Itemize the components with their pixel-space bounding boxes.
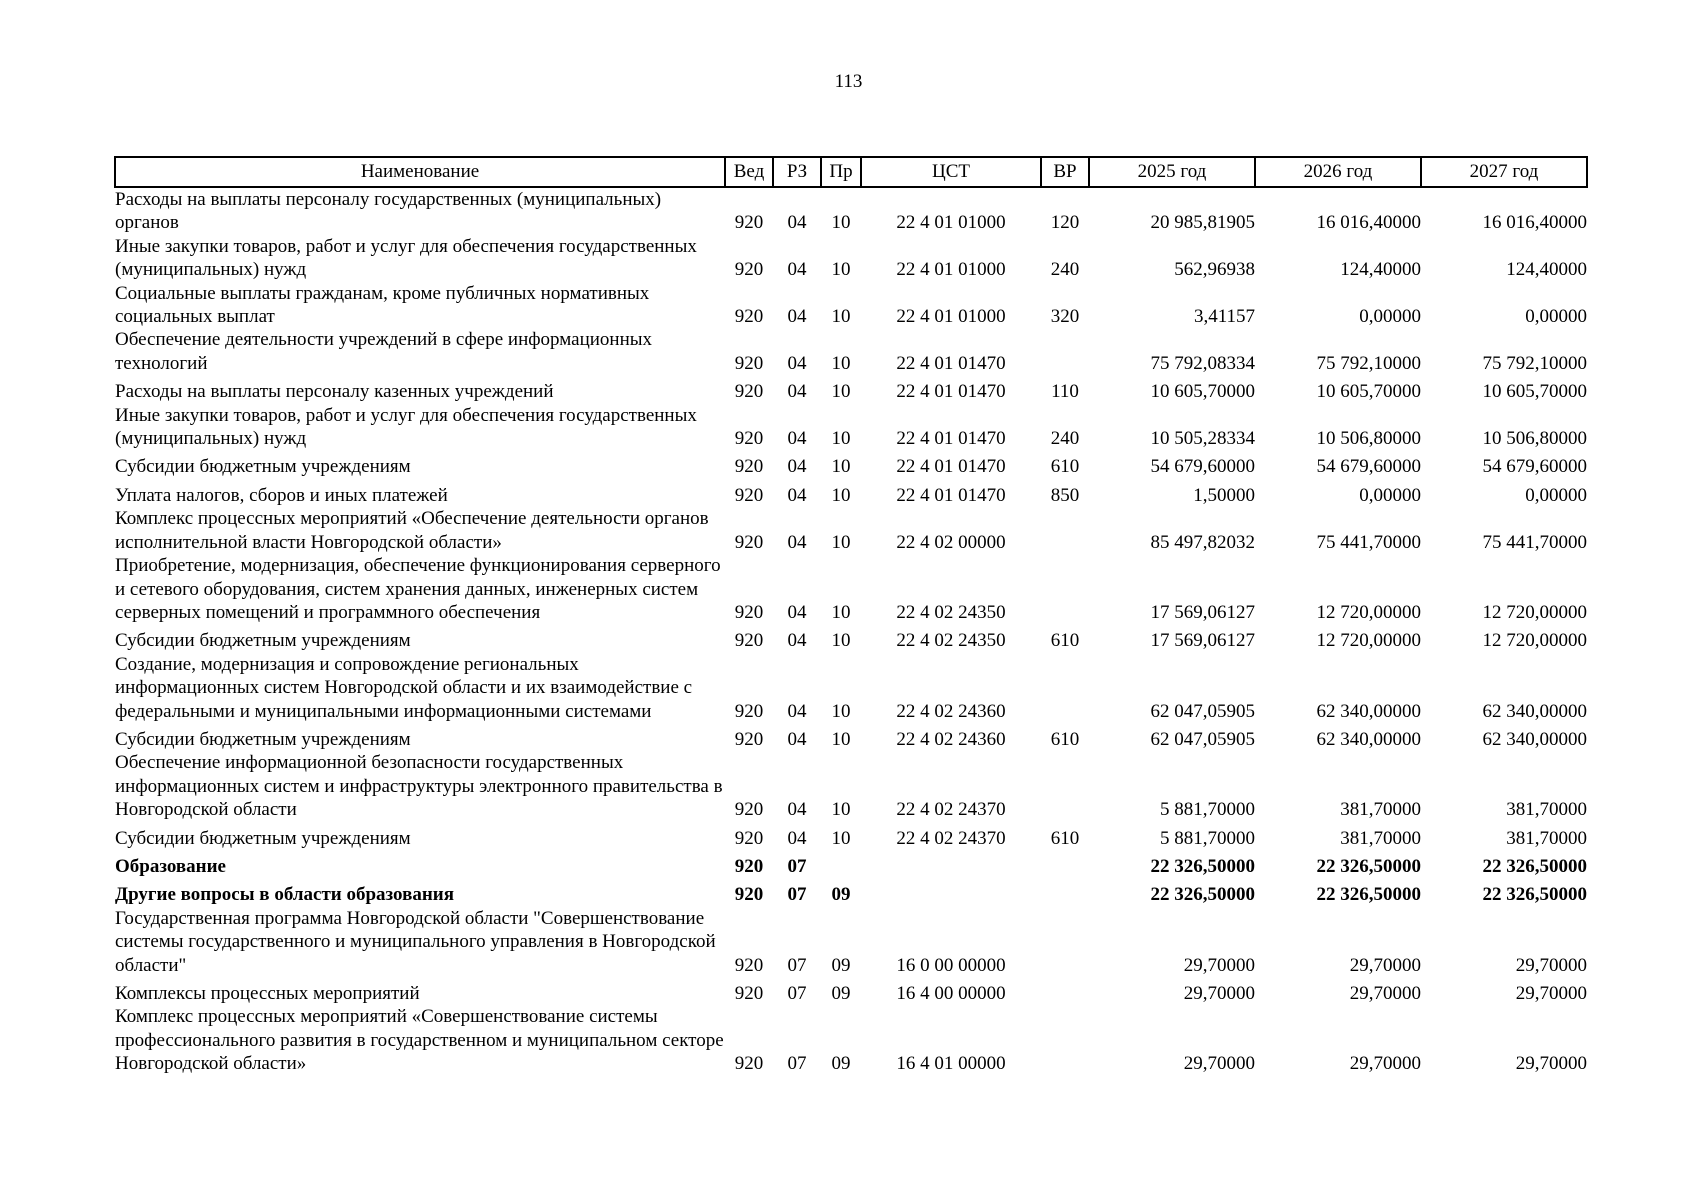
row-2027: 381,70000 xyxy=(1506,799,1587,821)
row-cst: 22 4 02 00000 xyxy=(896,531,1006,553)
row-vr: 110 xyxy=(1051,381,1079,403)
row-vr: 610 xyxy=(1050,827,1080,849)
row-2027: 54 679,60000 xyxy=(1482,456,1587,478)
row-2026: 29,70000 xyxy=(1349,1053,1421,1075)
row-2025: 10 505,28334 xyxy=(1150,428,1255,450)
row-ved: 920 xyxy=(734,212,764,234)
row-ved: 920 xyxy=(734,630,764,652)
row-name: Комплексы процессных мероприятий xyxy=(115,983,420,1004)
row-rz: 04 xyxy=(787,428,807,450)
row-2027: 16 016,40000 xyxy=(1482,212,1587,234)
row-2025: 29,70000 xyxy=(1183,1053,1255,1075)
row-cst: 22 4 02 24370 xyxy=(896,799,1006,821)
row-2026: 22 326,50000 xyxy=(1316,884,1421,906)
table-row xyxy=(115,235,1587,282)
row-2025: 562,96938 xyxy=(1174,259,1255,281)
row-pr: 10 xyxy=(831,531,851,553)
row-2027: 12 720,00000 xyxy=(1482,630,1587,652)
table-row xyxy=(115,723,1587,751)
row-name: Образование xyxy=(115,855,226,877)
row-2026: 381,70000 xyxy=(1340,827,1421,849)
row-2027: 0,00000 xyxy=(1525,306,1587,328)
row-ved: 920 xyxy=(734,259,764,281)
header-2026: 2026 год xyxy=(1255,157,1421,187)
row-ved: 920 xyxy=(734,428,764,450)
row-vr: 320 xyxy=(1050,306,1080,328)
row-pr: 10 xyxy=(831,827,851,849)
row-pr: 10 xyxy=(831,306,851,328)
row-rz: 07 xyxy=(787,1053,807,1075)
row-name: Другие вопросы в области образования xyxy=(115,884,455,906)
row-pr: 10 xyxy=(831,428,851,450)
row-vr: 610 xyxy=(1050,456,1080,478)
table-row xyxy=(115,554,1587,624)
row-2026: 75 441,70000 xyxy=(1316,531,1421,553)
row-cst xyxy=(861,878,1041,906)
header-row xyxy=(115,157,1587,187)
row-2026: 62 340,00000 xyxy=(1316,700,1421,722)
row-pr: 10 xyxy=(831,728,851,750)
row-vr xyxy=(1041,554,1089,624)
row-vr: 850 xyxy=(1050,484,1080,506)
row-vr xyxy=(1041,328,1089,375)
row-pr: 09 xyxy=(831,884,851,906)
row-name: Комплекс процессных мероприятий «Обеспечение деятельности органов исполнительной власти Новгородской области» xyxy=(115,508,709,553)
row-vr xyxy=(1041,850,1089,878)
row-2026: 12 720,00000 xyxy=(1316,630,1421,652)
row-name: Обеспечение информационной безопасности государственных информационных систем и инфраструктуры электронного правительства в Новгородской области xyxy=(115,752,723,821)
row-ved: 920 xyxy=(734,531,764,553)
page-number: 113 xyxy=(834,71,863,92)
row-2027: 75 441,70000 xyxy=(1482,531,1587,553)
row-2027: 22 326,50000 xyxy=(1482,855,1587,877)
row-2026: 75 792,10000 xyxy=(1316,352,1421,374)
row-2027: 62 340,00000 xyxy=(1482,700,1587,722)
row-2025: 85 497,82032 xyxy=(1150,531,1255,553)
row-2025: 17 569,06127 xyxy=(1150,601,1255,623)
row-name: Субсидии бюджетным учреждениям xyxy=(115,630,411,652)
row-vr xyxy=(1041,751,1089,821)
row-cst: 22 4 02 24360 xyxy=(896,728,1006,750)
row-rz: 04 xyxy=(787,630,807,652)
row-pr: 10 xyxy=(831,700,851,722)
row-2025: 10 605,70000 xyxy=(1150,381,1255,403)
table-row xyxy=(115,653,1587,723)
row-rz: 04 xyxy=(787,259,807,281)
row-pr: 10 xyxy=(831,601,851,623)
row-pr: 10 xyxy=(831,381,851,403)
row-rz: 04 xyxy=(787,456,807,478)
row-name: Уплата налогов, сборов и иных платежей xyxy=(115,484,448,506)
row-vr xyxy=(1041,977,1089,1005)
row-pr: 09 xyxy=(831,983,851,1004)
budget-table xyxy=(114,156,1588,1076)
row-name: Государственная программа Новгородской области "Совершенствование системы государственного и муниципального управления в Новгородской области" xyxy=(115,907,716,976)
row-2025: 22 326,50000 xyxy=(1150,855,1255,877)
row-2025: 22 326,50000 xyxy=(1150,884,1255,906)
row-2027: 22 326,50000 xyxy=(1482,884,1587,906)
table-row xyxy=(115,328,1587,375)
row-ved: 920 xyxy=(734,381,764,403)
row-2025: 17 569,06127 xyxy=(1150,630,1255,652)
row-rz: 04 xyxy=(787,381,807,403)
row-vr: 240 xyxy=(1050,259,1080,281)
row-cst: 22 4 01 01470 xyxy=(896,352,1006,374)
row-rz: 07 xyxy=(787,855,807,877)
row-2027: 75 792,10000 xyxy=(1482,352,1587,374)
row-cst: 22 4 01 01470 xyxy=(896,484,1006,506)
header-cst: ЦСТ xyxy=(861,157,1041,187)
table-row xyxy=(115,822,1587,850)
row-2025: 54 679,60000 xyxy=(1150,456,1255,478)
row-vr: 610 xyxy=(1050,630,1080,652)
header-2027: 2027 год xyxy=(1421,157,1587,187)
row-rz: 04 xyxy=(787,700,807,722)
header-ved: Вед xyxy=(725,157,773,187)
header-rz: РЗ xyxy=(773,157,821,187)
row-ved: 920 xyxy=(734,983,764,1004)
row-ved: 920 xyxy=(734,827,764,849)
row-2026: 29,70000 xyxy=(1349,954,1421,976)
row-2027: 0,00000 xyxy=(1525,484,1587,506)
row-name: Обеспечение деятельности учреждений в сфере информационных технологий xyxy=(115,329,653,374)
row-rz: 04 xyxy=(787,212,807,234)
row-cst: 22 4 02 24370 xyxy=(896,827,1006,849)
row-ved: 920 xyxy=(734,1053,764,1075)
row-2026: 0,00000 xyxy=(1359,306,1421,328)
row-pr: 09 xyxy=(831,954,851,976)
row-rz: 04 xyxy=(787,827,807,849)
row-name: Иные закупки товаров, работ и услуг для обеспечения государственных (муниципальных) нужд xyxy=(115,404,697,450)
row-name: Социальные выплаты гражданам, кроме публичных нормативных социальных выплат xyxy=(115,282,650,328)
row-cst: 22 4 01 01000 xyxy=(896,212,1006,234)
row-2026: 54 679,60000 xyxy=(1316,456,1421,478)
row-name: Субсидии бюджетным учреждениям xyxy=(115,728,411,750)
row-cst xyxy=(861,850,1041,878)
row-vr xyxy=(1041,507,1089,554)
row-pr: 10 xyxy=(831,799,851,821)
row-rz: 07 xyxy=(787,954,807,976)
row-2026: 124,40000 xyxy=(1340,259,1421,281)
table-row xyxy=(115,187,1587,235)
row-2027: 124,40000 xyxy=(1506,259,1587,281)
row-2026: 12 720,00000 xyxy=(1316,601,1421,623)
row-cst: 16 4 01 00000 xyxy=(896,1053,1006,1075)
row-vr: 240 xyxy=(1050,428,1080,450)
row-rz: 07 xyxy=(787,884,807,906)
row-pr: 09 xyxy=(831,1053,851,1075)
row-2027: 10 605,70000 xyxy=(1482,381,1587,403)
table-row xyxy=(115,977,1587,1005)
row-2026: 10 506,80000 xyxy=(1316,428,1421,450)
table-row xyxy=(115,1005,1587,1075)
table-row xyxy=(115,479,1587,507)
row-name: Расходы на выплаты персоналу казенных учреждений xyxy=(115,381,554,403)
row-rz: 04 xyxy=(787,728,807,750)
row-cst: 22 4 01 01470 xyxy=(896,381,1006,403)
row-ved: 920 xyxy=(734,728,764,750)
row-2027: 29,70000 xyxy=(1515,954,1587,976)
row-cst: 22 4 01 01470 xyxy=(896,456,1006,478)
row-2027: 381,70000 xyxy=(1506,827,1587,849)
row-cst: 22 4 01 01470 xyxy=(896,428,1006,450)
row-ved: 920 xyxy=(734,352,764,374)
table-row xyxy=(115,907,1587,977)
row-2027: 29,70000 xyxy=(1515,983,1587,1004)
row-2025: 62 047,05905 xyxy=(1150,700,1255,722)
row-pr: 10 xyxy=(831,259,851,281)
row-vr xyxy=(1041,1005,1089,1075)
table-row xyxy=(115,878,1587,906)
row-rz: 04 xyxy=(787,601,807,623)
row-pr: 10 xyxy=(831,456,851,478)
row-cst: 22 4 02 24350 xyxy=(896,601,1006,623)
row-rz: 04 xyxy=(787,799,807,821)
table-row xyxy=(115,507,1587,554)
row-vr: 610 xyxy=(1050,728,1080,750)
row-cst: 22 4 01 01000 xyxy=(896,306,1006,328)
row-vr xyxy=(1041,878,1089,906)
row-2025: 29,70000 xyxy=(1183,983,1255,1004)
row-2025: 5 881,70000 xyxy=(1160,827,1255,849)
row-pr: 10 xyxy=(831,212,851,234)
row-2027: 10 506,80000 xyxy=(1482,428,1587,450)
row-2026: 16 016,40000 xyxy=(1316,212,1421,234)
row-2025: 3,41157 xyxy=(1193,306,1255,328)
row-2025: 75 792,08334 xyxy=(1150,352,1255,374)
row-rz: 04 xyxy=(787,484,807,506)
row-pr: 10 xyxy=(831,484,851,506)
row-2026: 10 605,70000 xyxy=(1316,381,1421,403)
row-2025: 29,70000 xyxy=(1183,954,1255,976)
row-ved: 920 xyxy=(734,884,764,906)
table-row xyxy=(115,850,1587,878)
row-cst: 16 0 00 00000 xyxy=(896,954,1006,976)
header-2025: 2025 год xyxy=(1089,157,1255,187)
row-2025: 1,50000 xyxy=(1193,484,1255,506)
row-name: Комплекс процессных мероприятий «Совершенствование системы профессионального развития в государственном и муниципальном секторе Новгородской области» xyxy=(115,1006,724,1075)
table-header xyxy=(115,157,1587,187)
row-2026: 62 340,00000 xyxy=(1316,728,1421,750)
row-name: Субсидии бюджетным учреждениям xyxy=(115,456,411,478)
row-2027: 62 340,00000 xyxy=(1482,728,1587,750)
row-pr: 10 xyxy=(831,630,851,652)
row-rz: 04 xyxy=(787,306,807,328)
row-cst: 22 4 02 24350 xyxy=(896,630,1006,652)
row-2027: 12 720,00000 xyxy=(1482,601,1587,623)
row-pr: 10 xyxy=(831,352,851,374)
row-name: Субсидии бюджетным учреждениям xyxy=(115,827,411,849)
row-ved: 920 xyxy=(734,799,764,821)
row-vr xyxy=(1041,653,1089,723)
row-cst: 22 4 01 01000 xyxy=(896,259,1006,281)
row-ved: 920 xyxy=(734,484,764,506)
header-vr: ВР xyxy=(1041,157,1089,187)
row-2026: 0,00000 xyxy=(1359,484,1421,506)
header-pr: Пр xyxy=(821,157,861,187)
row-rz: 04 xyxy=(787,531,807,553)
row-2026: 29,70000 xyxy=(1349,983,1421,1004)
row-ved: 920 xyxy=(734,456,764,478)
row-name: Создание, модернизация и сопровождение региональных информационных систем Новгородской области и их взаимодействие с федеральными и муниципальными информационными системами xyxy=(115,653,693,722)
row-ved: 920 xyxy=(734,855,764,877)
header-name: Наименование xyxy=(115,157,725,187)
row-vr xyxy=(1041,907,1089,977)
table-row xyxy=(115,282,1587,329)
row-ved: 920 xyxy=(734,954,764,976)
row-ved: 920 xyxy=(734,601,764,623)
table-row xyxy=(115,450,1587,478)
row-name: Иные закупки товаров, работ и услуг для обеспечения государственных (муниципальных) нужд xyxy=(115,235,697,281)
row-2025: 62 047,05905 xyxy=(1150,728,1255,750)
row-ved: 920 xyxy=(734,700,764,722)
row-vr: 120 xyxy=(1050,212,1080,234)
table-row xyxy=(115,375,1587,403)
row-cst: 22 4 02 24360 xyxy=(896,700,1006,722)
table-row xyxy=(115,404,1587,451)
row-name: Расходы на выплаты персоналу государственных (муниципальных) органов xyxy=(115,189,662,234)
table-row xyxy=(115,751,1587,821)
row-cst: 16 4 00 00000 xyxy=(896,983,1006,1004)
table-row xyxy=(115,624,1587,652)
row-ved: 920 xyxy=(734,306,764,328)
row-name: Приобретение, модернизация, обеспечение функционирования серверного и сетевого оборудования, систем хранения данных, инженерных систем серверных помещений и программного обеспечения xyxy=(115,555,721,623)
row-pr xyxy=(821,850,861,878)
row-rz: 07 xyxy=(787,983,807,1004)
row-2025: 5 881,70000 xyxy=(1160,799,1255,821)
table-body xyxy=(115,187,1587,1076)
row-2026: 22 326,50000 xyxy=(1316,855,1421,877)
row-rz: 04 xyxy=(787,352,807,374)
row-2025: 20 985,81905 xyxy=(1150,212,1255,234)
row-2027: 29,70000 xyxy=(1515,1053,1587,1075)
row-2026: 381,70000 xyxy=(1340,799,1421,821)
